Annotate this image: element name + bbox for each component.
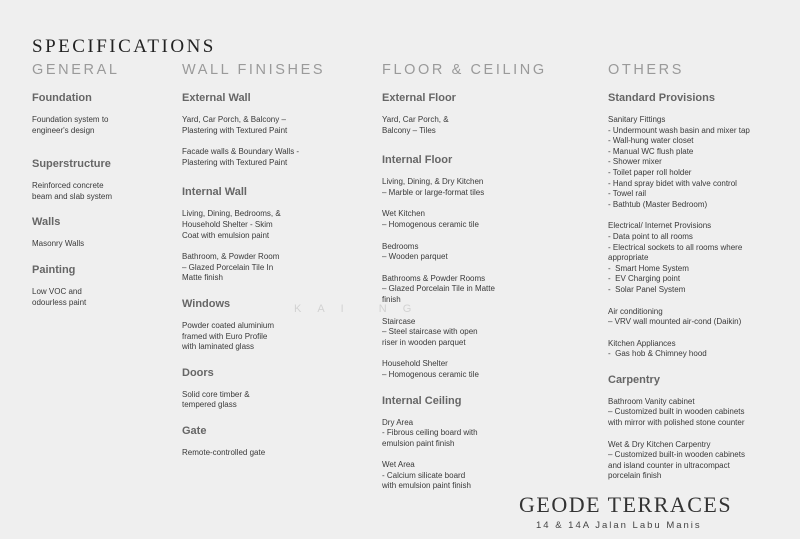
column-general xyxy=(32,62,120,308)
section-title: Painting xyxy=(32,263,76,276)
spec-line: - Fibrous ceiling board with xyxy=(382,428,478,438)
spec-line: Bathroom Vanity cabinet xyxy=(608,396,695,406)
section-title: External Floor xyxy=(382,92,456,104)
spec-line: Sanitary Fittings xyxy=(608,115,666,124)
section-title: Gate xyxy=(182,424,207,437)
spec-line: – Glazed Porcelain Tile in Matte xyxy=(382,284,495,294)
spec-line: - Shower mixer xyxy=(608,157,662,167)
spec-line: - Manual WC flush plate xyxy=(608,146,694,156)
spec-line: Facade walls & Boundary Walls - xyxy=(182,147,300,157)
spec-line: - Undermount wash basin and mixer tap xyxy=(608,125,750,135)
spec-text-block xyxy=(382,115,547,136)
spec-line: Balcony – Tiles xyxy=(382,125,436,135)
spec-line: emulsion paint finish xyxy=(382,438,455,448)
spec-line: Foundation system to xyxy=(32,115,109,124)
spec-line: appropriate xyxy=(608,253,649,263)
spec-line: Bathroom, & Powder Room xyxy=(182,252,280,262)
section-internal-wall xyxy=(182,186,325,284)
spec-line: porcelain finish xyxy=(608,471,662,481)
spec-line: Remote-controlled gate xyxy=(182,447,266,457)
column-wall-finishes xyxy=(182,62,325,459)
spec-line: odourless paint xyxy=(32,297,87,307)
spec-line: - Calcium silicate board xyxy=(382,470,466,480)
spec-text-block xyxy=(32,115,120,136)
section-gate xyxy=(182,425,325,459)
spec-text-block xyxy=(182,115,325,136)
spec-line: – Homogenous ceramic tile xyxy=(382,219,479,229)
spec-line: Dry Area xyxy=(382,417,414,427)
spec-text-block xyxy=(32,239,120,250)
spec-line: with emulsion paint finish xyxy=(382,481,471,491)
spec-line: framed with Euro Profile xyxy=(182,331,268,341)
section-external-wall xyxy=(182,92,325,168)
spec-text-block xyxy=(182,448,325,459)
section-internal-floor xyxy=(382,154,547,380)
spec-line: Household Shelter - Skim xyxy=(182,219,273,229)
section-title: Superstructure xyxy=(32,158,111,171)
section-title: Foundation xyxy=(32,92,92,104)
spec-line: - Bathtub (Master Bedroom) xyxy=(608,199,708,209)
spec-text-block xyxy=(182,147,325,168)
spec-line: Living, Dining, & Dry Kitchen xyxy=(382,177,484,187)
spec-line: - Hand spray bidet with valve control xyxy=(608,178,737,188)
spec-line: - Solar Panel System xyxy=(608,284,686,294)
section-title: Standard Provisions xyxy=(608,92,715,104)
spec-line: - EV Charging point xyxy=(608,274,681,284)
spec-line: - Wall-hung water closet xyxy=(608,136,694,146)
spec-line: Bedrooms xyxy=(382,241,419,251)
watermark: KAI NG xyxy=(294,303,428,315)
section-title: Internal Wall xyxy=(182,186,247,199)
spec-line: Yard, Car Porch, & xyxy=(382,115,449,124)
spec-line: Powder coated aluminium xyxy=(182,320,275,330)
spec-line: Bathrooms & Powder Rooms xyxy=(382,273,486,283)
spec-line: Kitchen Appliances xyxy=(608,338,676,348)
spec-line: finish xyxy=(382,294,401,304)
spec-line: - Towel rail xyxy=(608,189,647,199)
section-title: Internal Floor xyxy=(382,154,453,167)
section-painting xyxy=(32,264,120,308)
spec-line: Staircase xyxy=(382,316,416,326)
spec-line: beam and slab system xyxy=(32,191,113,201)
spec-line: Air conditioning xyxy=(608,306,663,316)
spec-text-block xyxy=(608,115,750,210)
spec-line: Plastering with Textured Paint xyxy=(182,157,288,167)
spec-text-block xyxy=(32,287,120,308)
section-superstructure xyxy=(32,158,120,202)
spec-line: Plastering with Textured Paint xyxy=(182,125,288,135)
spec-text-block xyxy=(382,418,547,450)
section-standard-provisions xyxy=(608,92,750,360)
spec-line: - Data point to all rooms xyxy=(608,231,693,241)
spec-text-block xyxy=(608,339,750,360)
spec-line: – Homogenous ceramic tile xyxy=(382,369,479,379)
section-title: Windows xyxy=(182,297,231,310)
spec-line: Coat with emulsion paint xyxy=(182,230,270,240)
section-title: External Wall xyxy=(182,92,251,104)
spec-text-block xyxy=(608,307,750,328)
spec-line: Electrical/ Internet Provisions xyxy=(608,221,712,231)
spec-line: – Steel staircase with open xyxy=(382,327,478,337)
section-title: Internal Ceiling xyxy=(382,394,462,407)
spec-text-block xyxy=(608,397,750,429)
spec-text-block xyxy=(382,242,547,263)
spec-line: - Gas hob & Chimney hood xyxy=(608,349,707,359)
spec-line: Solid core timber & xyxy=(182,389,250,399)
spec-text-block xyxy=(32,181,120,202)
spec-text-block xyxy=(182,252,325,284)
spec-line: Wet Area xyxy=(382,460,415,470)
spec-line: - Smart Home System xyxy=(608,263,689,273)
spec-line: Living, Dining, Bedrooms, & xyxy=(182,209,281,219)
spec-line: Yard, Car Porch, & Balcony – xyxy=(182,115,286,124)
spec-text-block xyxy=(182,390,325,411)
brand-name: GEODE TERRACES xyxy=(519,492,733,517)
section-doors xyxy=(182,367,325,411)
spec-line: Matte finish xyxy=(182,273,223,283)
section-carpentry xyxy=(608,374,750,482)
spec-line: – Customized built in wooden cabinets xyxy=(608,407,745,417)
column-others xyxy=(608,62,750,482)
spec-line: with laminated glass xyxy=(182,342,255,352)
section-title: Walls xyxy=(32,216,61,229)
spec-line: with mirror with polished stone counter xyxy=(608,418,745,428)
spec-line: Household Shelter xyxy=(382,359,448,369)
spec-text-block xyxy=(382,359,547,380)
spec-line: – Marble or large-format tiles xyxy=(382,187,485,197)
spec-line: Reinforced concrete xyxy=(32,181,104,191)
section-title: Carpentry xyxy=(608,373,660,386)
section-walls xyxy=(32,216,120,250)
spec-line: - Toilet paper roll holder xyxy=(608,167,692,177)
spec-line: – VRV wall mounted air-cond (Daikin) xyxy=(608,317,742,327)
spec-text-block xyxy=(608,221,750,295)
section-external-floor xyxy=(382,92,547,136)
spec-line: – Glazed Porcelain Tile In xyxy=(182,262,274,272)
column-heading: WALL FINISHES xyxy=(182,62,326,78)
section-title: Doors xyxy=(182,366,214,379)
spec-line: Wet & Dry Kitchen Carpentry xyxy=(608,439,711,449)
spec-line: tempered glass xyxy=(182,400,237,410)
spec-text-block xyxy=(382,274,547,306)
column-heading: OTHERS xyxy=(608,62,685,78)
spec-text-block xyxy=(382,209,547,230)
spec-text-block xyxy=(382,177,547,198)
spec-line: Wet Kitchen xyxy=(382,209,425,219)
spec-line: Low VOC and xyxy=(32,286,82,296)
spec-line: – Wooden parquet xyxy=(382,252,448,262)
spec-line: engineer's design xyxy=(32,125,95,135)
column-heading: FLOOR & CEILING xyxy=(382,62,547,78)
spec-text-block xyxy=(382,460,547,492)
spec-text-block xyxy=(608,440,750,482)
spec-text-block xyxy=(182,321,325,353)
column-heading: GENERAL xyxy=(32,62,120,78)
spec-line: - Electrical sockets to all rooms where xyxy=(608,242,743,252)
page-title: SPECIFICATIONS xyxy=(32,36,216,57)
spec-text-block xyxy=(182,209,325,241)
section-foundation xyxy=(32,92,120,136)
spec-line: – Customized built-in wooden cabinets xyxy=(608,450,745,460)
section-internal-ceiling xyxy=(382,395,547,493)
spec-line: riser in wooden parquet xyxy=(382,337,466,347)
spec-line: Masonry Walls xyxy=(32,239,85,249)
spec-text-block xyxy=(382,317,547,349)
spec-line: and island counter in ultracompact xyxy=(608,460,730,470)
brand-address: 14 & 14A Jalan Labu Manis xyxy=(536,520,702,531)
column-floor-ceiling xyxy=(382,62,547,492)
